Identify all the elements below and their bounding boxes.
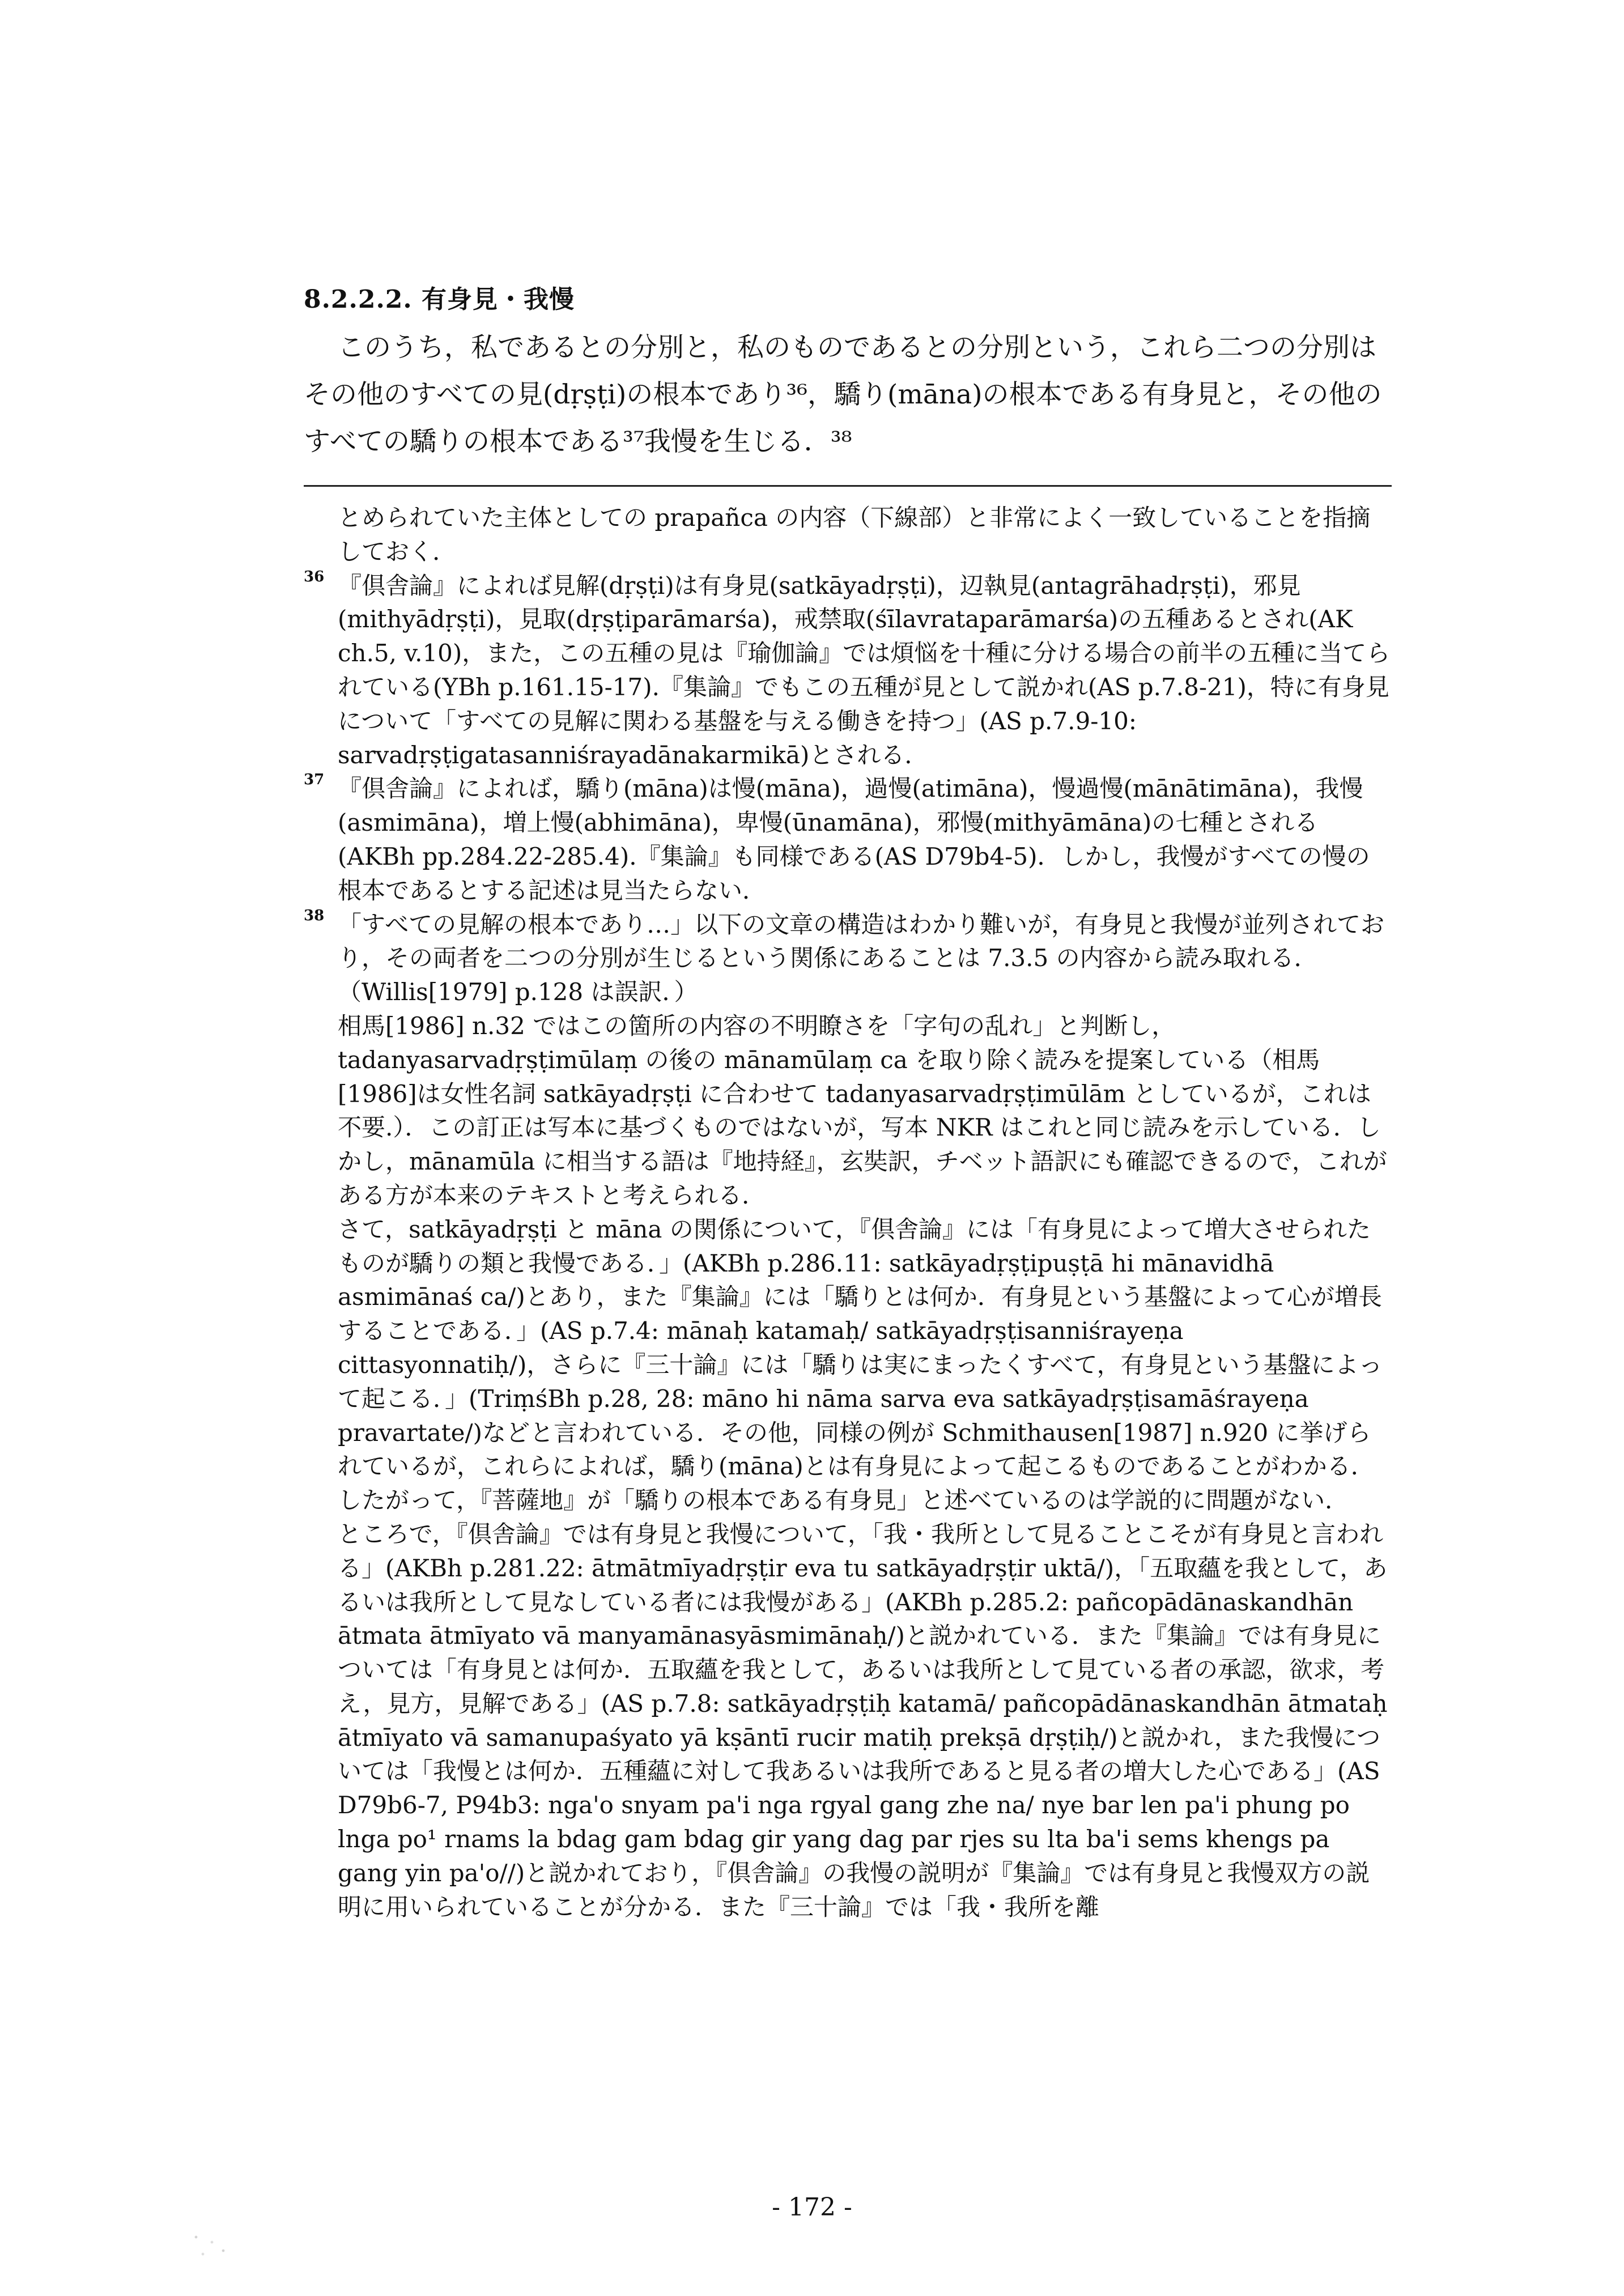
- footnote-number: 37: [304, 771, 325, 789]
- footnote-37: [304, 772, 1392, 907]
- footnote-38: [304, 908, 1392, 1924]
- footnote-text: 「すべての見解の根本であり…」以下の文章の構造はわかり難いが，有身見と我慢が並列されており，その両者を二つの分別が生じるという関係にあることは 7.3.5 の内容から読み取れる．（Willis[1979] p.128 は誤訳．）: [338, 910, 1385, 1006]
- footnote-continuation: とめられていた主体としての prapañca の内容（下線部）と非常によく一致していることを指摘しておく．: [338, 504, 1371, 566]
- footnote-text: 『倶舎論』によれば，驕り(māna)は慢(māna)，過慢(atimāna)，慢過慢(mānātimāna)，我慢(asmimāna)，増上慢(abhimāna)，卑慢(ūnamāna)，邪慢(mithyāmāna)の七種とされる(AKBh pp.284.22-285.4).『集論』も同様である(AS D79b4-5)．しかし，我慢がすべての慢の根本であるとする記述は見当たらない．: [338, 775, 1370, 904]
- footnote-number: 36: [304, 568, 325, 585]
- footnote-paragraph: ところで，『倶舎論』では有身見と我慢について，「我・我所として見ることこそが有身見と言われる」(AKBh p.281.22: ātmātmīyadṛṣṭir eva tu satkāyadṛṣṭir uktā/)，「五取蘊を我として，あるいは我所として見なしている者には我慢がある」(AKBh p.285.2: pañcopādānaskandhān ātmata ātmīyato vā manyamānasyāsmimānaḥ/)と説かれている．また『集論』では有身見については「有身見とは何か．五取蘊を我として，あるいは我所として見ている者の承認，欲求，考え，見方，見解である」(AS p.7.8: satkāyadṛṣṭiḥ katamā/ pañcopādānaskandhān ātmataḥ ātmīyato vā samanupaśyato yā kṣāntī rucir matiḥ prekṣā dṛṣṭiḥ/)と説かれ，また我慢については「我慢とは何か．五種蘊に対して我あるいは我所であると見る者の増大した心である」(AS D79b6-7, P94b3: nga'o snyam pa'i nga rgyal gang zhe na/ nye bar len pa'i phung po lnga po¹ rnams la bdag gam bdag gir yang dag par rjes su lta ba'i sems khengs pa gang yin pa'o//)と説かれており，『倶舎論』の我慢の説明が『集論』では有身見と我慢双方の説明に用いられていることが分かる．また『三十論』では「我・我所を離: [338, 1520, 1388, 1921]
- scan-artifact: [187, 2227, 232, 2261]
- main-text: [304, 324, 1392, 465]
- footnote-separator: [304, 485, 1392, 487]
- footnote-text: 『倶舎論』によれば見解(dṛṣṭi)は有身見(satkāyadṛṣṭi)，辺執見(antagrāhadṛṣṭi)，邪見(mithyādṛṣṭi)，見取(dṛṣṭiparāmarśa)，戒禁取(śīlavrataparāmarśa)の五種あるとされ(AK ch.5, v.10)，また，この五種の見は『瑜伽論』では煩悩を十種に分ける場合の前半の五種に当てられている(YBh p.161.15-17).『集論』でもこの五種が見として説かれ(AS p.7.8-21)，特に有身見について「すべての見解に関わる基盤を与える働きを持つ」(AS p.7.9-10: sarvadṛṣṭigatasanniśrayadānakarmikā)とされる．: [338, 571, 1391, 769]
- page-number: - 172 -: [772, 2193, 852, 2222]
- body-paragraph: このうち，私であるとの分別と，私のものであるとの分別という，これら二つの分別はその他のすべての見(dṛṣṭi)の根本であり³⁶，驕り(māna)の根本である有身見と，その他のすべての驕りの根本である³⁷我慢を生じる．³⁸: [304, 332, 1382, 457]
- section-heading: 8.2.2.2. 有身見・我慢: [304, 285, 575, 314]
- footnotes: [304, 501, 1392, 1924]
- footnote-paragraph: 相馬[1986] n.32 ではこの箇所の内容の不明瞭さを「字句の乱れ」と判断し，tadanyasarvadṛṣṭimūlaṃ の後の mānamūlaṃ ca を取り除く読みを提案している（相馬[1986]は女性名詞 satkāyadṛṣṭi に合わせて tadanyasarvadṛṣṭimūlām としているが，これは不要.）．この訂正は写本に基づくものではないが，写本 NKR はこれと同じ読みを示している．しかし，mānamūla に相当する語は『地持経』，玄奘訳，チベット語訳にも確認できるので，これがある方が本来のテキストと考えられる．: [338, 1011, 1387, 1209]
- footnote-paragraph: さて，satkāyadṛṣṭi と māna の関係について，『倶舎論』には「有身見によって増大させられたものが驕りの類と我慢である．」(AKBh p.286.11: satkāyadṛṣṭipuṣṭā hi mānavidhā asmimānaś ca/)とあり，また『集論』には「驕りとは何か．有身見という基盤によって心が増長することである．」(AS p.7.4: mānaḥ katamaḥ/ satkāyadṛṣṭisanniśrayeṇa cittasyonnatiḥ/)，さらに『三十論』には「驕りは実にまったくすべて，有身見という基盤によって起こる．」(TriṃśBh p.28, 28: māno hi nāma sarva eva satkāyadṛṣṭisamāśrayeṇa pravartate/)などと言われている．その他，同様の例が Schmithausen[1987] n.920 に挙げられているが，これらによれば，驕り(māna)とは有身見によって起こるものであることがわかる．したがって，『菩薩地』が「驕りの根本である有身見」と述べているのは学説的に問題がない．: [338, 1215, 1383, 1515]
- footnote-36: [304, 569, 1392, 772]
- footnote-number: 38: [304, 907, 325, 924]
